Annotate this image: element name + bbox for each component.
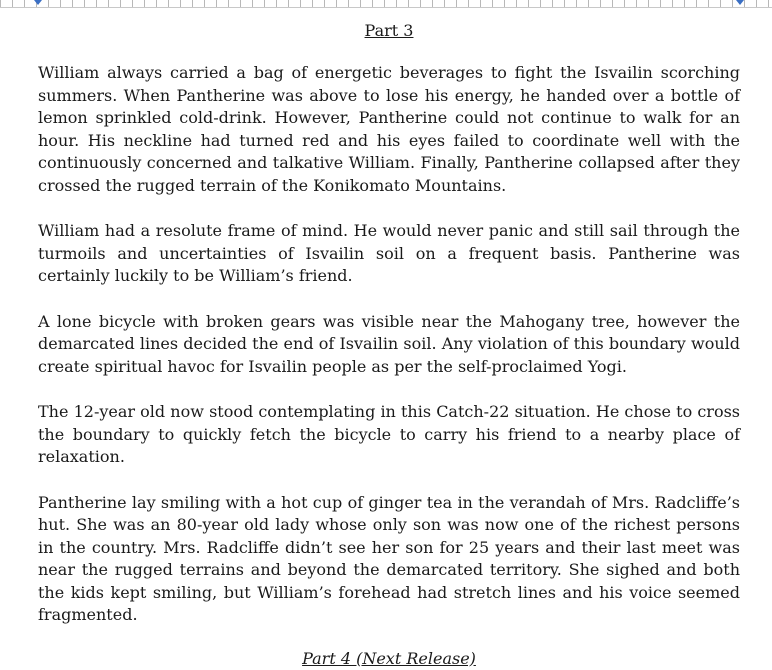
paragraph-4: The 12-year old now stood contemplating in this Catch-22 situation. He chose to cross the boundary to quickly fetch the bicycle to carry his friend to a nearby place of relaxation. xyxy=(38,402,740,466)
paragraph-2: William had a resolute frame of mind. He would never panic and still sail through the turmoils and uncertainties of Isvailin soil on a frequent basis. Pantherine was certainly luckily to be William’s friend. xyxy=(38,221,740,285)
document-page[interactable] xyxy=(38,20,740,670)
paragraph-3: A lone bicycle with broken gears was visible near the Mahogany tree, however the demarcated lines decided the end of Isvailin soil. Any violation of this boundary would create spiritual havoc for Isvailin people as per the self-proclaimed Yogi. xyxy=(38,311,740,376)
paragraph-5: Pantherine lay smiling with a hot cup of ginger tea in the verandah of Mrs. Radcliffe’s hut. She was an 80-year old lady whose only son was now one of the richest persons in the country. Mrs. Radcliffe didn’t see her son for 25 years and their last meet was near the rugged terrains and beyond the demarcated territory. She sighed and both the kids kept smiling, but William’s forehead had stretch lines and his voice seemed fragmented. xyxy=(38,492,740,624)
next-part-heading: Part 4 (Next Release) xyxy=(302,648,476,668)
left-indent-marker-icon[interactable] xyxy=(34,0,42,5)
right-indent-marker-icon[interactable] xyxy=(736,0,744,5)
part-heading: Part 3 xyxy=(364,21,414,40)
paragraph-1: William always carried a bag of energetic beverages to fight the Isvailin scorching summers. When Pantherine was above to lose his energy, he handed over a bottle of lemon sprinkled cold-drink. However, Pantherine could not continue to walk for an hour. His neckline had turned red and his eyes failed to coordinate well with the continuously concerned and talkative William. Finally, Pantherine collapsed after they crossed the rugged terrain of the Konikomato Mountains. xyxy=(38,63,740,195)
horizontal-ruler[interactable] xyxy=(0,0,772,8)
